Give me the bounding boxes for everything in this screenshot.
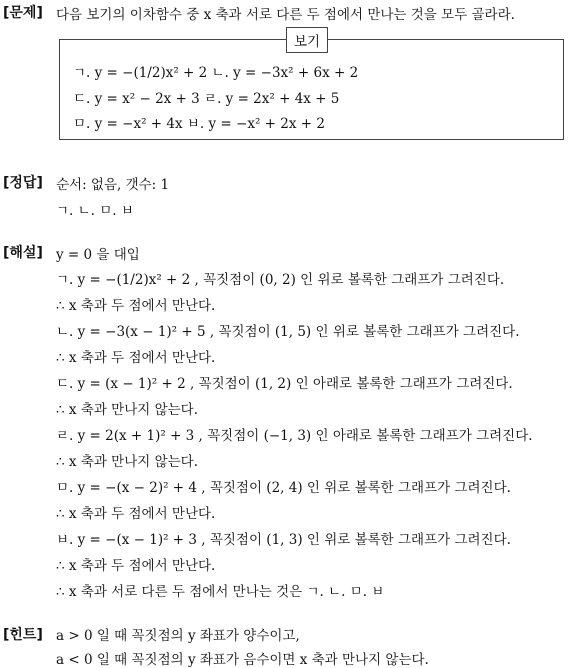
example-row: ㄷ. y = x² − 2x + 3 ㄹ. y = 2x² + 4x + 5 bbox=[73, 91, 340, 107]
solution-line: ∴ x 축과 두 점에서 만난다. bbox=[56, 558, 216, 574]
answer-choices: ㄱ. ㄴ. ㅁ. ㅂ bbox=[56, 203, 134, 219]
solution-line: ∴ x 축과 만나지 않는다. bbox=[56, 402, 198, 418]
answer-order-count: 순서: 없음, 갯수: 1 bbox=[56, 177, 170, 193]
solution-line: y = 0 을 대입 bbox=[56, 247, 140, 263]
example-row: ㅁ. y = −x² + 4x ㅂ. y = −x² + 2x + 2 bbox=[73, 116, 325, 132]
solution-tag: [해설] bbox=[3, 245, 43, 261]
solution-line: ∴ x 축과 두 점에서 만난다. bbox=[56, 350, 216, 366]
hint-tag: [힌트] bbox=[3, 627, 43, 643]
problem-tag: [문제] bbox=[3, 5, 43, 21]
example-box-title: 보기 bbox=[286, 27, 328, 53]
answer-tag: [정답] bbox=[3, 175, 43, 191]
hint-line: a > 0 일 때 꼭짓점의 y 좌표가 양수이고, bbox=[56, 628, 300, 644]
solution-line: ㄴ. y = −3(x − 1)² + 5 , 꼭짓점이 (1, 5) 인 위로 볼록한 그래프가 그려진다. bbox=[56, 324, 520, 340]
solution-line: ㅂ. y = −(x − 1)² + 3 , 꼭짓점이 (1, 3) 인 위로 볼록한 그래프가 그려진다. bbox=[56, 532, 511, 548]
solution-line: ∴ x 축과 만나지 않는다. bbox=[56, 454, 198, 470]
problem-question: 다음 보기의 이차함수 중 x 축과 서로 다른 두 점에서 만나는 것을 모두 골라라. bbox=[56, 7, 515, 23]
solution-line: ㄷ. y = (x − 1)² + 2 , 꼭짓점이 (1, 2) 인 아래로 볼록한 그래프가 그려진다. bbox=[56, 376, 513, 392]
solution-line: ∴ x 축과 두 점에서 만난다. bbox=[56, 298, 216, 314]
solution-line: ∴ x 축과 두 점에서 만난다. bbox=[56, 506, 216, 522]
solution-line: ㅁ. y = −(x − 2)² + 4 , 꼭짓점이 (2, 4) 인 위로 볼록한 그래프가 그려진다. bbox=[56, 480, 511, 496]
hint-line: a < 0 일 때 꼭짓점의 y 좌표가 음수이면 x 축과 만나지 않는다. bbox=[56, 652, 429, 668]
solution-line: ㄹ. y = 2(x + 1)² + 3 , 꼭짓점이 (−1, 3) 인 아래로 볼록한 그래프가 그려진다. bbox=[56, 428, 533, 444]
solution-line: ㄱ. y = −(1/2)x² + 2 , 꼭짓점이 (0, 2) 인 위로 볼록한 그래프가 그려진다. bbox=[56, 272, 505, 288]
solution-line: ∴ x 축과 서로 다른 두 점에서 만나는 것은 ㄱ. ㄴ. ㅁ. ㅂ bbox=[56, 584, 385, 600]
example-row: ㄱ. y = −(1/2)x² + 2 ㄴ. y = −3x² + 6x + 2 bbox=[73, 65, 359, 81]
